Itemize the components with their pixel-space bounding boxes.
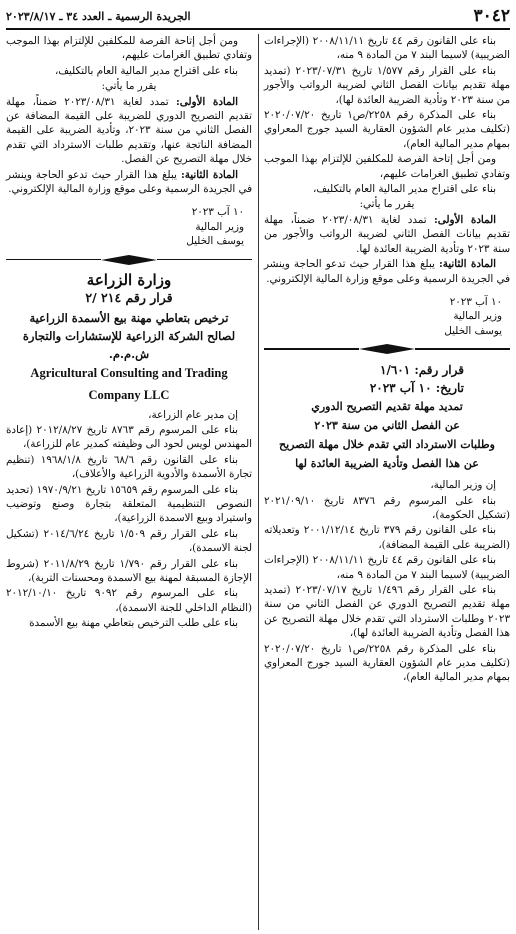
article-2: [6, 168, 252, 197]
company-name-latin: Agricultural Consulting and Trading: [30, 365, 228, 380]
article-text: تمدد لغاية ٢٠٢٣/٠٨/٣١ ضمناً، مهلة تقديم التصريح الدوري للضريبة على القيمة المضافة عن الفصل الثاني من سنة ٢٠٢٣، وتأدية الضريبة على القيمة المضافة الناتجة عنها، وتقديم طلبات الاسترداد التي تقدم خلال مهلة التصريح عن الفصل.: [6, 95, 252, 166]
column-divider: [258, 34, 259, 930]
decree-title-line: ش.م.م.: [108, 346, 150, 361]
decree-number: قرار رقم ٢١٤ /٢: [85, 290, 173, 306]
paragraph: بناء على القرار رقم ١/٥٧٧ تاريخ ٢٠٢٣/٠٧/٣١ (تمديد مهلة تقديم بيانات الفصل الثاني لضريبة الرواتب والأجور من سنة ٢٠٢٣ وتأدية الضريبة العائدة لها)،: [264, 64, 510, 106]
article-label: المادة الثانية:: [180, 168, 238, 181]
paragraph: بناء على القانون رقم ٦٨/٦ تاريخ ١٩٦٨/١/٨ (تنظيم تجارة الأسمدة والأدوية الزراعية والأعلاف)،: [6, 453, 252, 481]
paragraph: بناء على القانون رقم ٤٤ تاريخ ٢٠٠٨/١١/١١ (الإجراءات الضريبية) لاسيما البند ٧ من المادة ٩ منه،: [264, 35, 510, 62]
paragraph: بناء على المرسوم رقم ٨٣٧٦ تاريخ ٢٠٢١/٠٩/١٠ (تشكيل الحكومة)،: [264, 494, 510, 521]
left-column: [6, 34, 252, 632]
signature-date: ١٠ آب ٢٠٢٣: [449, 295, 502, 308]
article-text: تمدد لغاية ٢٠٢٣/٠٨/٣١ ضمناً، مهلة تقديم بيانات الفصل الثاني لضريبة الرواتب والأجور من سنة ٢٠٢٣ وتأدية الضريبة العائدة لها.: [264, 213, 510, 255]
signature-title: وزير المالية: [453, 310, 502, 323]
section-separator: [6, 255, 252, 265]
decision-title-line: عن هذا الفصل وتأدية الضريبة العائدة لها: [295, 457, 479, 471]
paragraph: بناء على المرسوم رقم ٨٧٦٣ تاريخ ٢٠١٢/٨/٢٧ (إعادة المهندس لويس لحود الى وظيفته كمدير عام للزراعة)،: [6, 423, 252, 451]
paragraph: بناء على القانون رقم ٣٧٩ تاريخ ٢٠٠١/١٢/١٤ وتعديلاته (الضريبة على القيمة المضافة)،: [264, 524, 510, 551]
company-name-latin: Company LLC: [88, 387, 170, 402]
paragraph: بناء على القانون رقم ٤٤ تاريخ ٢٠٠٨/١١/١١ (الإجراءات الضريبية) لاسيما البند ٧ من المادة ٩ منه،: [264, 554, 510, 581]
paragraph: ومن أجل إتاحة الفرصة للمكلفين للإلتزام بهذا الموجب وتفادي تطبيق الغرامات عليهم،: [264, 153, 510, 180]
article-label: المادة الأولى:: [176, 95, 238, 108]
paragraph: بناء على المذكرة رقم ٢٢٥٨/ص١ تاريخ ٢٠٢٠/٠٧/٢٠ (تكليف مدير عام الشؤون العقارية السيد جورج المعراوي بمهام مدير المالية العام)،: [264, 642, 510, 684]
paragraph: بناء على المذكرة رقم ٢٢٥٨/ص١ تاريخ ٢٠٢٠/٠٧/٢٠ (تكليف مدير عام الشؤون العقارية السيد جورج المعراوي بمهام مدير المالية العام)،: [264, 109, 510, 150]
paragraph: ومن أجل إتاحة الفرصة للمكلفين للإلتزام بهذا الموجب وتفادي تطبيق الغرامات عليهم،: [6, 35, 252, 62]
decree-title-line: ترخيص بتعاطي مهنة بيع الأسمدة الزراعية: [29, 310, 229, 325]
paragraph: بناء على طلب الترخيص بتعاطي مهنة بيع الأسمدة: [29, 617, 238, 630]
signature-title: وزير المالية: [195, 220, 244, 233]
article-1: [264, 213, 510, 256]
page-number: ٣٠٤٢: [473, 6, 510, 26]
page-header: [6, 4, 510, 30]
signature-name: يوسف الخليل: [186, 235, 244, 248]
decides-line: يقرر ما يأتي:: [101, 80, 157, 93]
paragraph: بناء على القرار رقم ١/٤٩٦ تاريخ ٢٠٢٣/٠٧/١٧ (تمديد مهلة تقديم التصريح الدوري عن الفصل الثاني من سنة ٢٠٢٣ وطلبات الاسترداد التي تقدم خلال مهلة التصريح عن هذا الفصل وتأدية الضريبة العائدة لها)،: [264, 583, 510, 640]
paragraph: بناء على القرار رقم ١/٥٠٩ تاريخ ٢٠١٤/٦/٢٤ (تشكيل لجنة الاسمدة)،: [6, 527, 252, 555]
paragraph: إن وزير المالية،: [430, 479, 496, 492]
article-1: [6, 95, 252, 167]
decision-date: تاريخ: ١٠ آب ٢٠٢٣: [369, 381, 464, 396]
decision-title-line: عن الفصل الثاني من سنة ٢٠٢٣: [314, 419, 460, 433]
decision-title-line: تمديد مهلة تقديم التصريح الدوري: [311, 400, 463, 414]
paragraph: بناء على اقتراح مدير المالية العام بالتكليف،: [312, 183, 496, 196]
decision-number: قرار رقم: ١/٦٠١: [380, 363, 464, 378]
section-separator: [264, 344, 510, 354]
article-text: يبلغ هذا القرار حيث تدعو الحاجة وينشر في الجريدة الرسمية وعلى موقع وزارة المالية الإلكتروني.: [6, 168, 252, 196]
article-label: المادة الثانية:: [438, 258, 496, 271]
right-column: [264, 34, 510, 686]
signature-date: ١٠ آب ٢٠٢٣: [191, 206, 244, 219]
paragraph: بناء على المرسوم رقم ١٥٦٥٩ تاريخ ١٩٧٠/٩/٢١ (تحديد النصوص التنظيمية المتعلقة بتجارة وصنع وتوضيب واستيراد وبيع الاسمدة الزراعية)،: [6, 483, 252, 525]
decree-title-line: لصالح الشركة الزراعية للإستشارات والتجارة: [22, 328, 236, 343]
running-head: الجريدة الرسمية ـ العدد ٣٤ ـ ٢٠٢٣/٨/١٧: [6, 9, 191, 23]
decides-line: يقرر ما يأتي:: [359, 198, 415, 211]
paragraph: بناء على المرسوم رقم ٩٠٩٢ تاريخ ٢٠١٢/١٠/١٠ (النظام الداخلي للجنة الاسمدة)،: [6, 587, 252, 614]
paragraph: بناء على القرار رقم ١/٧٩٠ تاريخ ٢٠١١/٨/٢٩ (شروط الإجازة المسبقة لمهنة بيع الاسمدة ومحسنات التربة)،: [6, 557, 252, 584]
article-2: [264, 257, 510, 286]
article-text: يبلغ هذا القرار حيث تدعو الحاجة وينشر في الجريدة الرسمية وعلى موقع وزارة المالية الإلكتروني.: [264, 258, 510, 285]
signature-name: يوسف الخليل: [444, 324, 502, 337]
paragraph: بناء على اقتراح مدير المالية العام بالتكليف،: [54, 64, 238, 77]
decision-title-line: وطلبات الاسترداد التي تقدم خلال مهلة التصريح: [279, 438, 495, 452]
ministry-heading: وزارة الزراعة: [86, 270, 172, 289]
paragraph: إن مدير عام الزراعة،: [148, 408, 238, 421]
article-label: المادة الأولى:: [434, 213, 496, 226]
